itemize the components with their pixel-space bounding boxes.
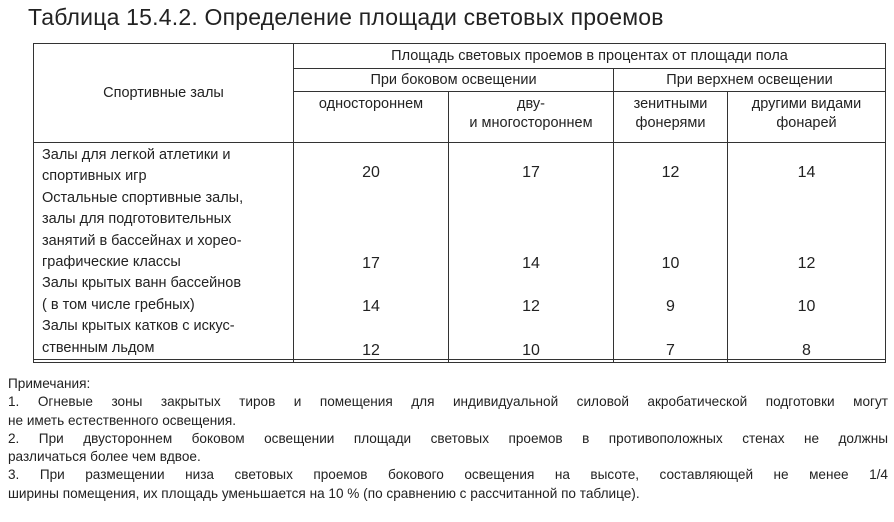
value-cell: 10	[797, 298, 816, 315]
value-cell: 9	[666, 298, 675, 315]
table-bottom-edge	[449, 360, 614, 363]
value-cell: 12	[362, 342, 380, 359]
hall-name-line: залы для подготовительных	[42, 211, 232, 228]
hall-name-line: Залы крытых ванн бассейнов	[42, 275, 242, 292]
value-cell: 12	[661, 164, 680, 181]
hall-name-line: занятий в бассейнах и хорео-	[42, 232, 242, 249]
value-cell: 8	[802, 342, 811, 359]
value-cell: 14	[797, 164, 816, 181]
hall-name-line: графические классы	[42, 254, 181, 271]
note-line: 1. Огневые зоны закрытых тиров и помещения для индивидуальной силовой акробатической подготовки могут	[8, 394, 888, 410]
hall-names-column	[34, 143, 294, 360]
note-line: 3. При размещении низа световых проемов бокового освещения на высоте, составляющей не менее 1/4	[8, 467, 888, 483]
note-line: 2. При двустороннем боковом освещении площади световых проемов в противоположных стенах не должны	[8, 430, 888, 446]
value-cell: 14	[362, 298, 380, 315]
subheader-line: одностороннем	[318, 96, 424, 112]
hall-name-line: спортивных игр	[42, 168, 147, 185]
value-cell: 7	[666, 342, 675, 359]
value-cell: 17	[522, 164, 540, 181]
note-line: различаться более чем вдвое.	[8, 449, 201, 465]
subheader-two-sided	[449, 92, 614, 143]
subheader-line: дву-	[517, 96, 545, 112]
hall-name-line: ( в том числе гребных)	[42, 296, 195, 313]
subheader-line: фонарей	[776, 115, 837, 131]
row-header: Спортивные залы	[34, 44, 294, 143]
values-zenith-column	[614, 143, 728, 360]
hall-name-line: Залы для легкой атлетики и	[42, 147, 231, 163]
subheader-one-sided	[294, 92, 449, 143]
value-cell: 17	[362, 255, 380, 272]
subheader-line: фонерями	[635, 115, 706, 131]
subheader-other-lanterns	[728, 92, 886, 143]
value-cell: 12	[797, 255, 816, 272]
table-bottom-edge	[34, 360, 294, 363]
hall-name-line: Залы крытых катков с искус-	[42, 318, 235, 335]
subheader-line: другими видами	[751, 96, 862, 112]
table-bottom-edge	[728, 360, 886, 363]
values-other-lanterns-column	[728, 143, 886, 360]
note-line: ширины помещения, их площадь уменьшается на 10 % (по сравнению с рассчитанной по таблице).	[8, 485, 640, 501]
hall-name-line: Остальные спортивные залы,	[42, 189, 244, 206]
value-cell: 10	[522, 342, 540, 359]
daylight-openings-table	[33, 43, 886, 363]
value-cell: 12	[522, 298, 540, 315]
note-line: не иметь естественного освещения.	[8, 412, 237, 428]
table-title: Таблица 15.4.2. Определение площади световых проемов	[28, 4, 664, 30]
table-bottom-edge	[294, 360, 449, 363]
subheader-zenith	[614, 92, 728, 143]
group-header-top-lighting: При верхнем освещении	[614, 69, 886, 92]
value-cell: 10	[661, 255, 680, 272]
area-header: Площадь световых проемов в процентах от площади пола	[294, 44, 886, 69]
table-bottom-edge	[614, 360, 728, 363]
values-one-sided-column	[294, 143, 449, 360]
group-header-side-lighting: При боковом освещении	[294, 69, 614, 92]
value-cell: 20	[362, 164, 380, 181]
value-cell: 14	[522, 255, 540, 272]
subheader-line: зенитными	[633, 96, 708, 112]
values-two-sided-column	[449, 143, 614, 360]
notes-block	[8, 375, 888, 503]
hall-name-line: ственным льдом	[42, 339, 155, 356]
notes-heading: Примечания:	[8, 376, 91, 391]
subheader-line: и многостороннем	[469, 115, 593, 131]
